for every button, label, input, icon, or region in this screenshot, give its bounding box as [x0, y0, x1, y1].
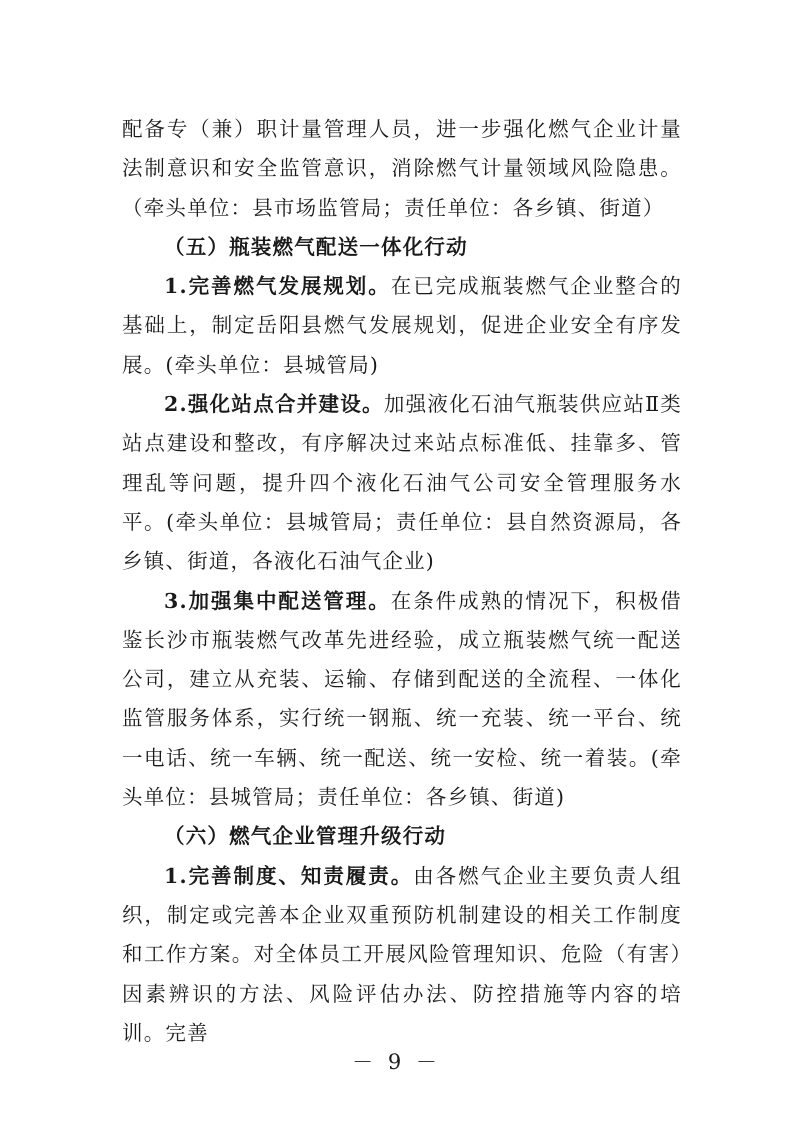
section-heading-5: （五）瓶装燃气配送一体化行动 [164, 234, 468, 259]
paragraph-lead: 1.完善燃气发展规划。 [164, 274, 391, 299]
paragraph-5-2 [122, 385, 682, 581]
page-number: － 9 － [352, 1050, 441, 1074]
paragraph-lead: 3.加强集中配送管理。 [164, 588, 391, 613]
paragraph-6-1 [122, 857, 682, 1053]
paragraph-5-1 [122, 267, 682, 385]
document-body [122, 110, 682, 1053]
paragraph-lead: 1.完善制度、知责履责。 [164, 863, 414, 888]
section-heading-6: （六）燃气企业管理升级行动 [164, 824, 447, 849]
paragraph-body: 在已完成瓶装燃气企业整合的基础上，制定岳阳县燃气发展规划，促进企业安全有序发展。(牵头单位：县城管局) [122, 274, 682, 377]
paragraph-body: 由各燃气企业主要负责人组织，制定或完善本企业双重预防机制建设的相关工作制度和工作方案。对全体员工开展风险管理知识、危险（有害）因素辨识的方法、风险评估办法、防控措施等内容的培训。完善 [122, 863, 682, 1045]
paragraph-continued: 配备专（兼）职计量管理人员，进一步强化燃气企业计量法制意识和安全监管意识，消除燃气计量领域风险隐患。（牵头单位：县市场监管局；责任单位：各乡镇、街道） [122, 117, 682, 220]
paragraph-body: 加强液化石油气瓶装供应站Ⅱ类站点建设和整改，有序解决过来站点标准低、挂靠多、管理乱等问题，提升四个液化石油气公司安全管理服务水平。(牵头单位：县城管局；责任单位：县自然资源局，各乡镇、街道，各液化石油气企业) [122, 392, 682, 574]
paragraph-lead: 2.强化站点合并建设。 [164, 392, 384, 417]
paragraph-body: 在条件成熟的情况下，积极借鉴长沙市瓶装燃气改革先进经验，成立瓶装燃气统一配送公司，建立从充装、运输、存储到配送的全流程、一体化监管服务体系，实行统一钢瓶、统一充装、统一平台、统一电话、统一车辆、统一配送、统一安检、统一着装。(牵头单位：县城管局；责任单位：各乡镇、街道) [122, 588, 682, 810]
paragraph-5-3 [122, 582, 682, 818]
